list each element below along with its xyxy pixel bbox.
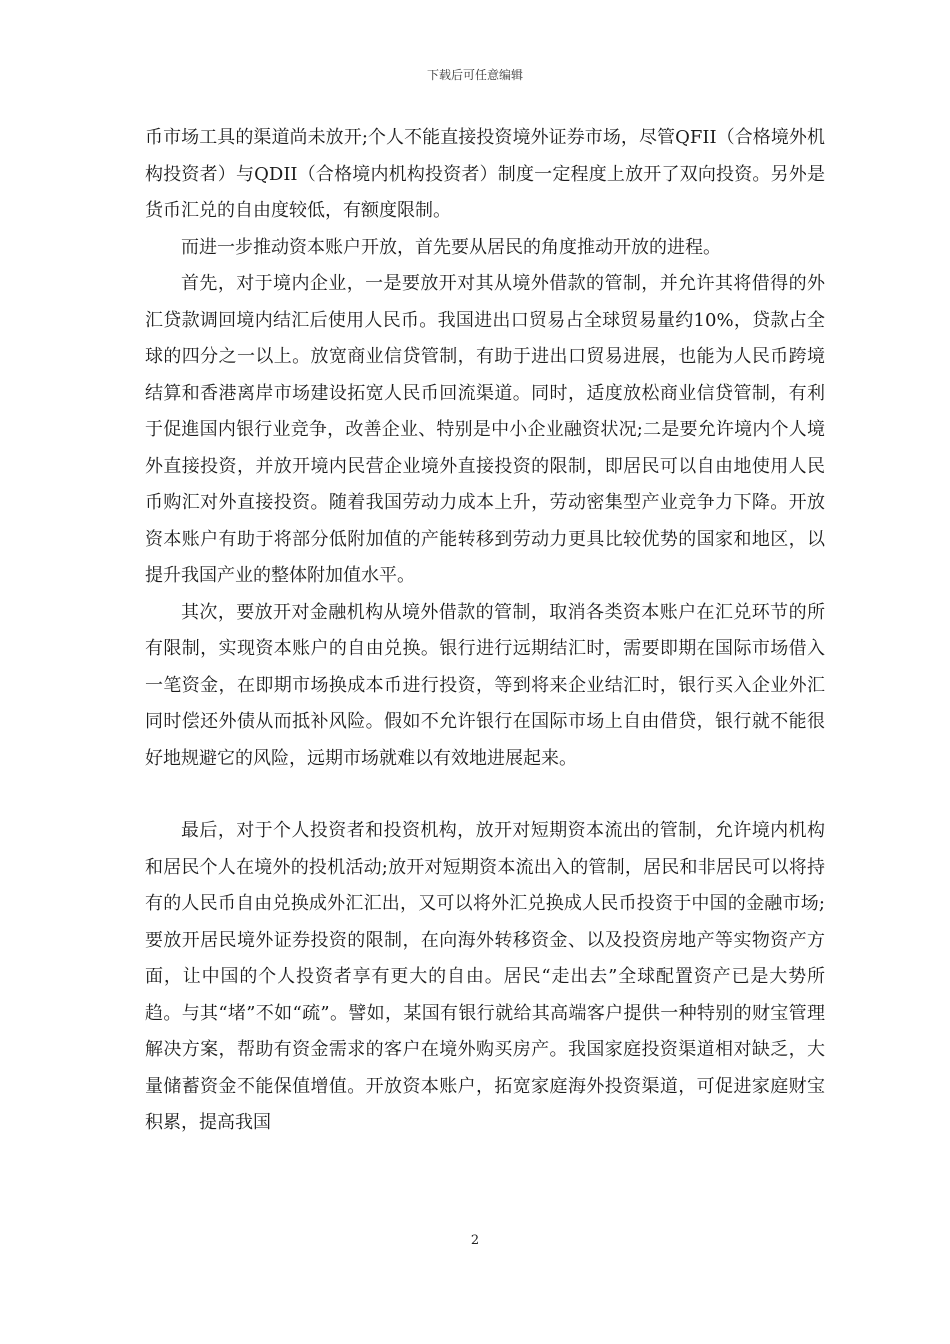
paragraph-first: 首先，对于境内企业，一是要放开对其从境外借款的管制，并允许其将借得的外汇贷款调回境内结汇后使用人民币。我国进出口贸易占全球贸易量约10%，贷款占全球的四分之一以上。放宽商业信贷管制，有助于进出口贸易进展，也能为人民币跨境结算和香港离岸市场建设拓宽人民币回流渠道。同时，适度放松商业信贷管制，有利于促進国内银行业竞争，改善企业、特别是中小企业融资状况;二是要允许境内个人境外直接投资，并放开境内民营企业境外直接投资的限制，即居民可以自由地使用人民币购汇对外直接投资。随着我国劳动力成本上升，劳动密集型产业竞争力下降。开放资本账户有助于将部分低附加值的产能转移到劳动力更具比较优势的国家和地区，以提升我国产业的整体附加值水平。 bbox=[145, 273, 825, 586]
paragraph-second: 其次，要放开对金融机构从境外借款的管制，取消各类资本账户在汇兑环节的所有限制，实现资本账户的自由兑换。银行进行远期结汇时，需要即期在国际市场借入一笔资金，在即期市场换成本币进行投资，等到将来企业结汇时，银行买入企业外汇同时偿还外债从而抵补风险。假如不允许银行在国际市场上自由借贷，银行就不能很好地规避它的风险，远期市场就难以有效地进展起来。 bbox=[145, 601, 825, 769]
document-body bbox=[145, 120, 825, 1142]
paragraph-continued: 币市场工具的渠道尚未放开;个人不能直接投资境外证券市场，尽管QFII（合格境外机构投资者）与QDII（合格境内机构投资者）制度一定程度上放开了双向投资。另外是货币汇兑的自由度较低，有额度限制。 bbox=[145, 127, 825, 221]
paragraph-last: 最后，对于个人投资者和投资机构，放开对短期资本流出的管制，允许境内机构和居民个人在境外的投机活动;放开对短期资本流出入的管制，居民和非居民可以将持有的人民币自由兑换成外汇汇出，又可以将外汇兑换成人民币投资于中国的金融市场;要放开居民境外证券投资的限制，在向海外转移资金、以及投资房地产等实物资产方面，让中国的个人投资者享有更大的自由。居民“走出去”全球配置资产已是大势所趋。与其“堵”不如“疏”。譬如，某国有银行就给其高端客户提供一种特别的财宝管理解决方案，帮助有资金需求的客户在境外购买房产。我国家庭投资渠道相对缺乏，大量储蓄资金不能保值增值。开放资本账户，拓宽家庭海外投资渠道，可促进家庭财宝积累，提高我国 bbox=[145, 820, 825, 1133]
page-header: 下载后可任意编辑 bbox=[426, 68, 523, 82]
paragraph-intro: 而进一步推动资本账户开放，首先要从居民的角度推动开放的进程。 bbox=[181, 236, 721, 258]
page-number: 2 bbox=[470, 1233, 480, 1248]
